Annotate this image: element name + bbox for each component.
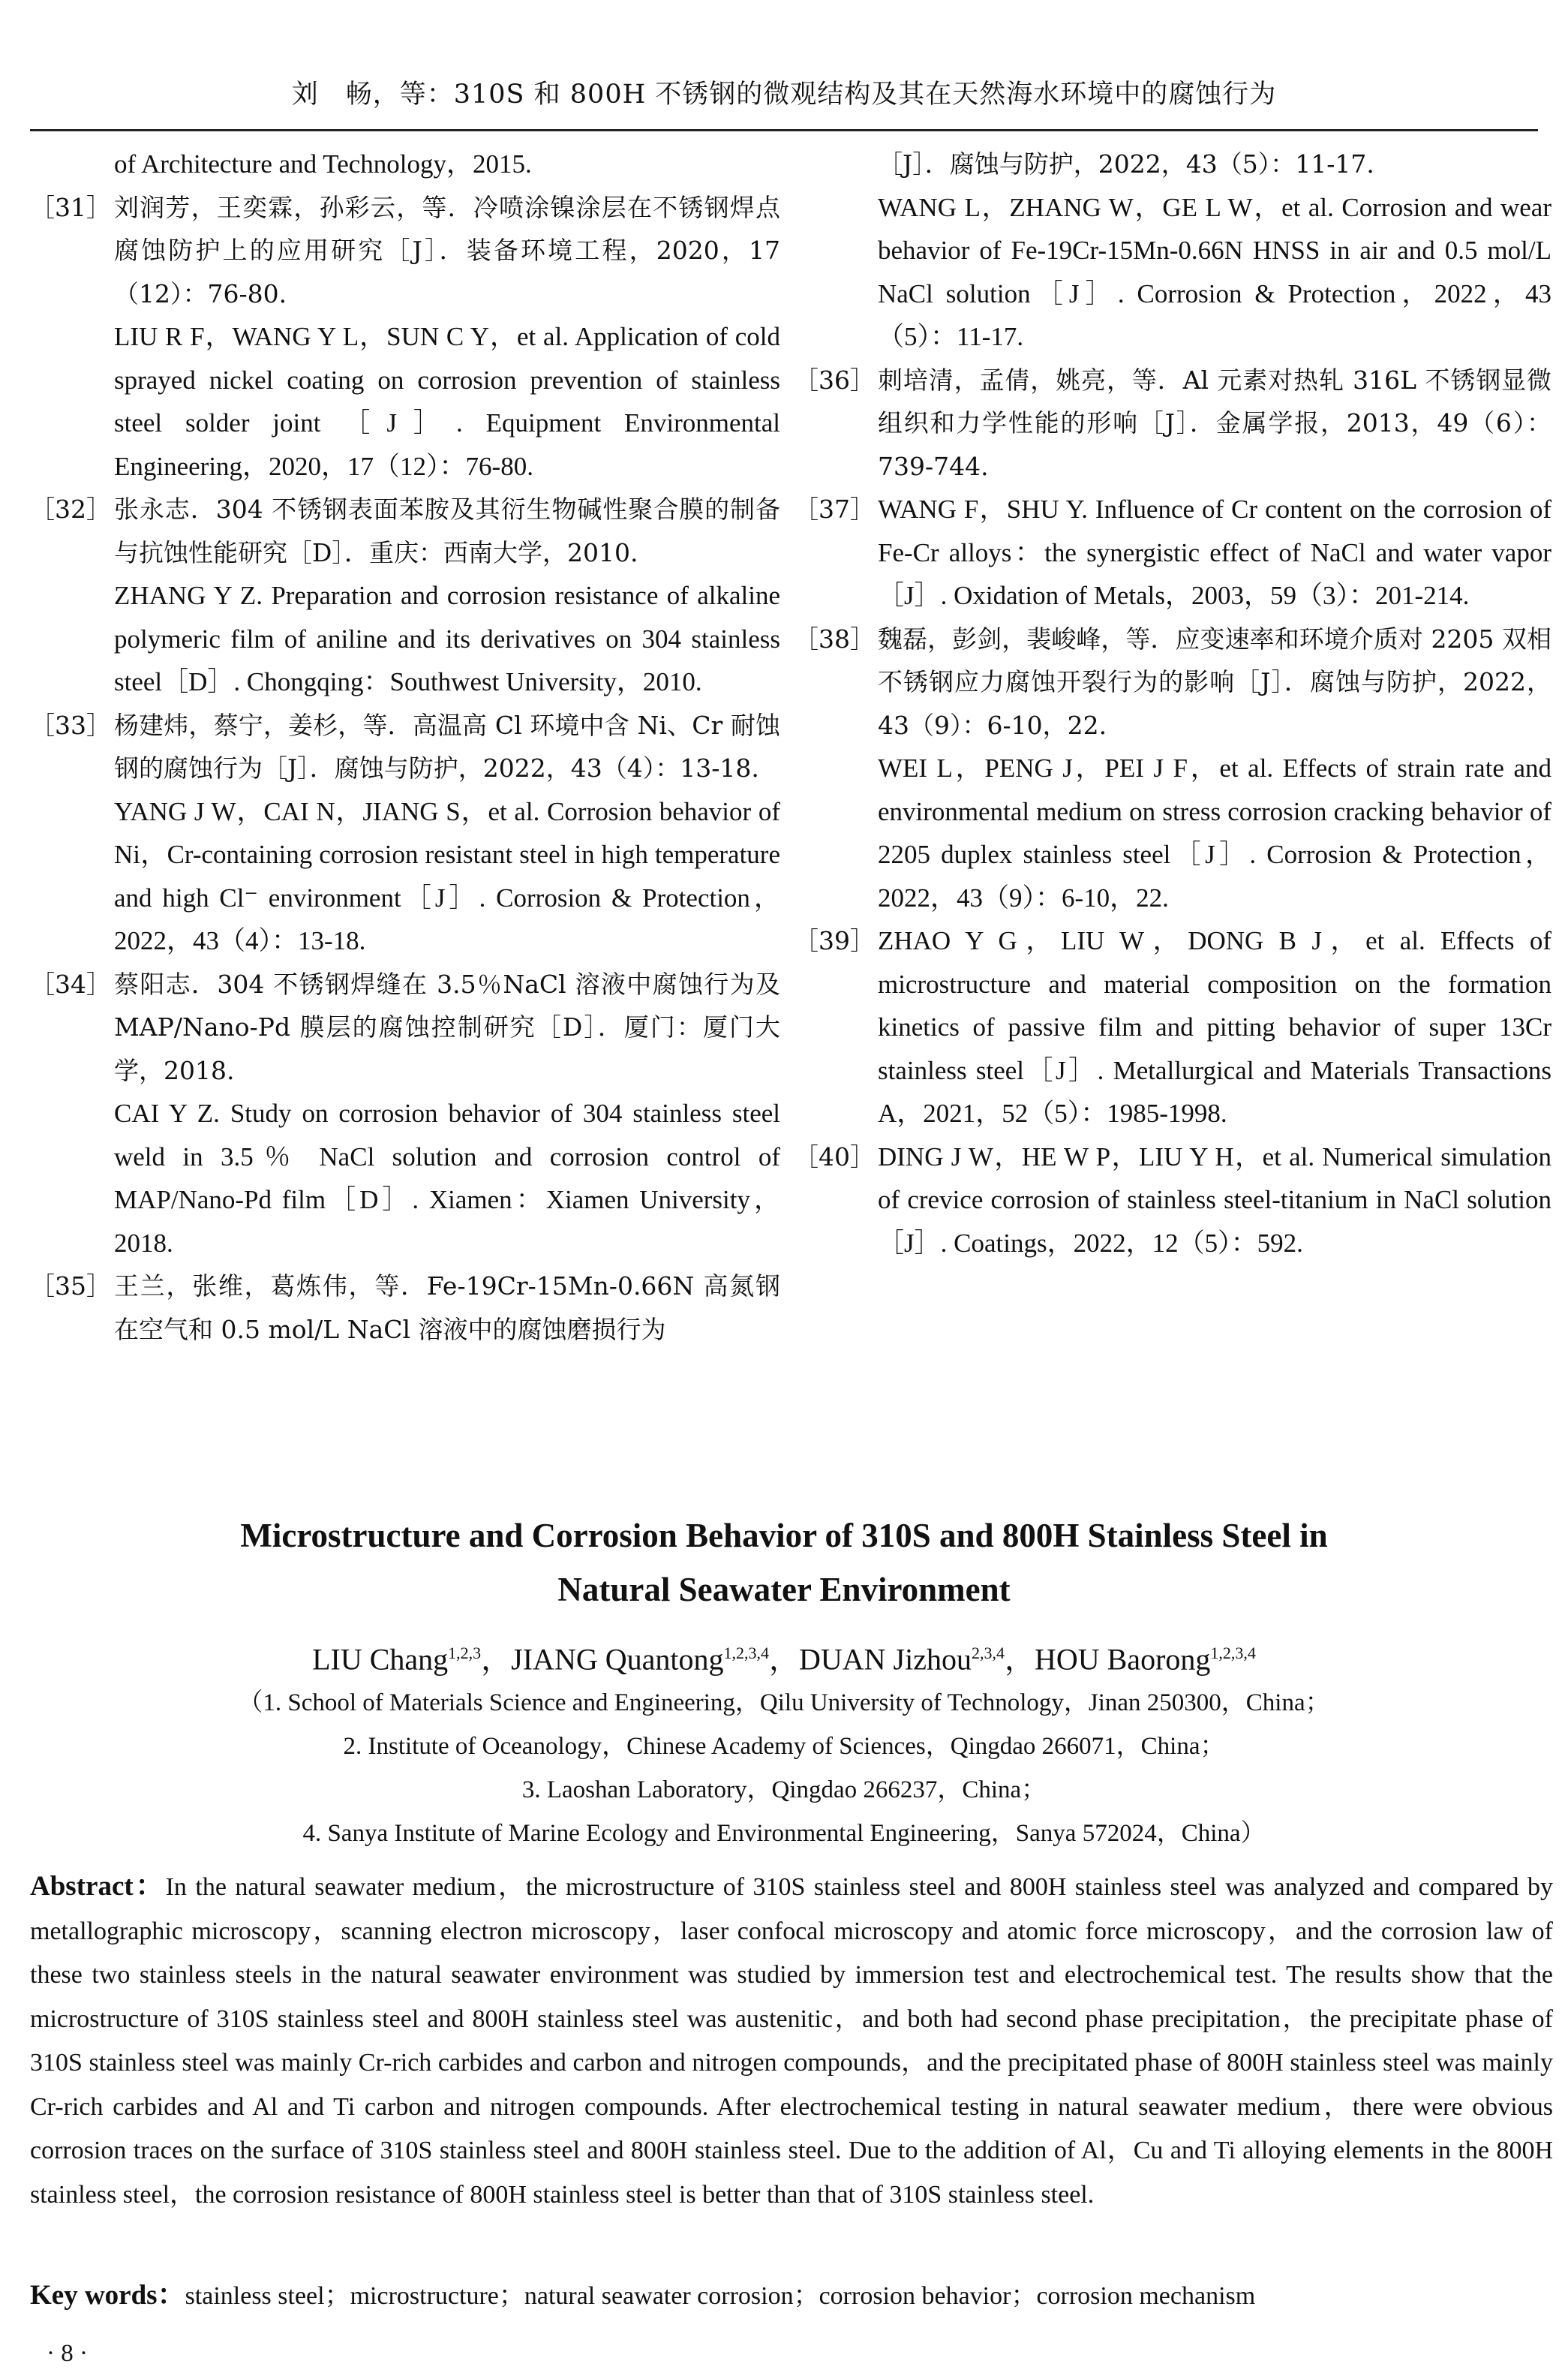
keywords-label: Key words：	[30, 2280, 185, 2311]
abstract	[30, 1865, 1553, 2217]
reference-32	[30, 488, 780, 704]
title-line-1: Microstructure and Corrosion Behavior of 310S and 800H Stainless Steel in	[240, 1517, 1328, 1554]
ref-number: ［38］	[794, 624, 875, 654]
ref-zh: 刘润芳，王奕霖，孙彩云，等．冷喷涂镍涂层在不锈钢焊点腐蚀防护上的应用研究［J］．装备环境工程，2020，17（12）：76-80.	[114, 192, 780, 308]
author-affil-sup: 1,2,3,4	[1210, 1644, 1256, 1662]
header-rule	[30, 129, 1538, 131]
ref-en: LIU R F，WANG Y L，SUN C Y，et al. Application of cold sprayed nickel coating on corrosion prevention of stainless steel solder joint ［J］. Equipment Environmental Engineering，2020，17（12）：76-80.	[114, 322, 780, 481]
reference-31	[30, 186, 780, 489]
author-name: JIANG Quantong	[511, 1642, 724, 1677]
ref-zh: 张永志．304 不锈钢表面苯胺及其衍生物碱性聚合膜的制备与抗蚀性能研究［D］．重庆：西南大学，2010.	[114, 495, 780, 567]
ref-en: YANG J W，CAI N，JIANG S，et al. Corrosion behavior of Ni，Cr-containing corrosion resistant steel in high temperature and high Cl⁻ environment［J］. Corrosion & Protection，2022，43（4）：13-18.	[114, 796, 780, 955]
english-title	[0, 1508, 1568, 1617]
ref-continuation-en: WANG L，ZHANG W，GE L W，et al. Corrosion and wear behavior of Fe-19Cr-15Mn-0.66N HNSS in air and 0.5 mol/L NaCl solution［J］. Corrosion & Protection，2022，43（5）：11-17.	[878, 192, 1551, 351]
reference-33	[30, 704, 780, 963]
author-name: LIU Chang	[312, 1642, 449, 1677]
ref-en: DING J W，HE W P，LIU Y H，et al. Numerical simulation of crevice corrosion of stainless steel-titanium in NaCl solution［J］. Coatings，2022，12（5）：592.	[878, 1141, 1551, 1258]
ref-zh: 王兰，张维，葛炼伟，等．Fe-19Cr-15Mn-0.66N 高氮钢在空气和 0.5 mol/L NaCl 溶液中的腐蚀磨损行为	[114, 1271, 780, 1344]
keywords-text: stainless steel；microstructure；natural seawater corrosion；corrosion behavior；corrosion mechanism	[185, 2282, 1256, 2310]
affiliation-line: 4. Sanya Institute of Marine Ecology and Environmental Engineering，Sanya 572024，China）	[302, 1820, 1266, 1847]
ref-number: ［35］	[30, 1271, 111, 1301]
reference-35	[30, 1265, 780, 1351]
ref-en: WANG F，SHU Y. Influence of Cr content on the corrosion of Fe-Cr alloys：the synergistic effect of NaCl and water vapor［J］. Oxidation of Metals，2003，59（3）：201-214.	[878, 495, 1551, 610]
ref-zh: 杨建炜，蔡宁，姜杉，等．高温高 Cl 环境中含 Ni、Cr 耐蚀钢的腐蚀行为［J］．腐蚀与防护，2022，43（4）：13-18.	[114, 710, 780, 783]
ref-number: ［32］	[30, 495, 111, 524]
reference-34	[30, 963, 780, 1265]
ref-number: ［33］	[30, 710, 111, 740]
ref-number: ［31］	[30, 192, 111, 222]
ref-continuation: of Architecture and Technology，2015.	[114, 149, 532, 179]
ref-zh: 魏磊，彭剑，裴峻峰，等．应变速率和环境介质对 2205 双相不锈钢应力腐蚀开裂行为的影响［J］．腐蚀与防护，2022，43（9）：6-10，22.	[878, 624, 1551, 740]
ref-number: ［37］	[794, 495, 875, 524]
ref-zh: 蔡阳志．304 不锈钢焊缝在 3.5％NaCl 溶液中腐蚀行为及 MAP/Nano-Pd 膜层的腐蚀控制研究［D］．厦门：厦门大学，2018.	[114, 969, 780, 1085]
ref-number: ［39］	[794, 926, 875, 955]
abstract-label: Abstract：	[30, 1871, 166, 1902]
author-list: LIU Chang$^{1,2,3}$，JIANG Quantong$^{1,2,3,4}$，DUAN Jizhou$^{2,3,4}$，HOU Baorong$^{1,2,3,4}$	[312, 1642, 1256, 1677]
page-number: · 8 ·	[47, 2340, 88, 2367]
ref-en: CAI Y Z. Study on corrosion behavior of 304 stainless steel weld in 3.5％ NaCl solution and corrosion control of MAP/Nano-Pd film［D］. Xiamen：Xiamen University，2018.	[114, 1099, 780, 1258]
title-line-2: Natural Seawater Environment	[557, 1571, 1011, 1608]
left-column	[30, 143, 780, 1351]
reference-37	[794, 488, 1551, 618]
author-name: DUAN Jizhou	[798, 1642, 972, 1677]
right-column	[794, 143, 1551, 1265]
ref-number: ［34］	[30, 969, 111, 999]
ref-en: ZHAO Y G，LIU W，DONG B J，et al. Effects of microstructure and material composition on the formation kinetics of passive film and pitting behavior of super 13Cr stainless steel［J］. Metallurgical and Materials Transactions A，2021，52（5）：1985-1998.	[878, 926, 1551, 1128]
running-header: 刘 畅，等：310S 和 800H 不锈钢的微观结构及其在天然海水环境中的腐蚀行为	[291, 80, 1277, 110]
affiliation-line: （1. School of Materials Science and Engineering，Qilu University of Technology，Jinan 250300，China；	[238, 1689, 1330, 1716]
author-affil-sup: 1,2,3,4	[723, 1644, 769, 1662]
reference-39	[794, 919, 1551, 1135]
abstract-text: In the natural seawater medium，the microstructure of 310S stainless steel and 800H stainless steel was analyzed and compared by metallographic microscopy，scanning electron microscopy，laser confocal microscopy and atomic force microscopy，and the corrosion law of these two stainless steels in the natural seawater environment was studied by immersion test and electrochemical test. The results show that the microstructure of 310S stainless steel and 800H stainless steel was austenitic，and both had second phase precipitation，the precipitate phase of 310S stainless steel was mainly Cr-rich carbides and carbon and nitrogen compounds，and the precipitated phase of 800H stainless steel was mainly Cr-rich carbides and Al and Ti carbon and nitrogen compounds. After electrochemical testing in natural seawater medium，there were obvious corrosion traces on the surface of 310S stainless steel and 800H stainless steel. Due to the addition of Al，Cu and Ti alloying elements in the 800H stainless steel，the corrosion resistance of 800H stainless steel is better than that of 310S stainless steel.	[30, 1873, 1553, 2209]
ref-number: ［36］	[794, 365, 875, 395]
reference-36	[794, 359, 1551, 489]
ref-zh: 刺培清，孟倩，姚亮，等．Al 元素对热轧 316L 不锈钢显微组织和力学性能的形响［J］．金属学报，2013，49（6）：739-744.	[878, 365, 1551, 481]
reference-38	[794, 618, 1551, 920]
ref-continuation-zh: ［J］．腐蚀与防护，2022，43（5）：11-17.	[878, 149, 1374, 179]
author-affil-sup: 2,3,4	[971, 1644, 1005, 1662]
ref-en: WEI L，PENG J，PEI J F，et al. Effects of strain rate and environmental medium on stress corrosion cracking behavior of 2205 duplex stainless steel［J］. Corrosion & Protection，2022，43（9）：6-10，22.	[878, 753, 1551, 913]
affiliations	[0, 1681, 1568, 1855]
author-name: HOU Baorong	[1034, 1642, 1211, 1677]
affiliation-line: 2. Institute of Oceanology，Chinese Academy of Sciences，Qingdao 266071，China；	[343, 1733, 1225, 1760]
keywords	[30, 2274, 1553, 2318]
ref-en: ZHANG Y Z. Preparation and corrosion resistance of alkaline polymeric film of aniline and its derivatives on 304 stainless steel［D］. Chongqing：Southwest University，2010.	[114, 581, 780, 696]
ref-number: ［40］	[794, 1141, 875, 1171]
reference-40	[794, 1135, 1551, 1265]
author-affil-sup: 1,2,3	[448, 1644, 482, 1662]
affiliation-line: 3. Laoshan Laboratory，Qingdao 266237，China；	[521, 1776, 1047, 1803]
